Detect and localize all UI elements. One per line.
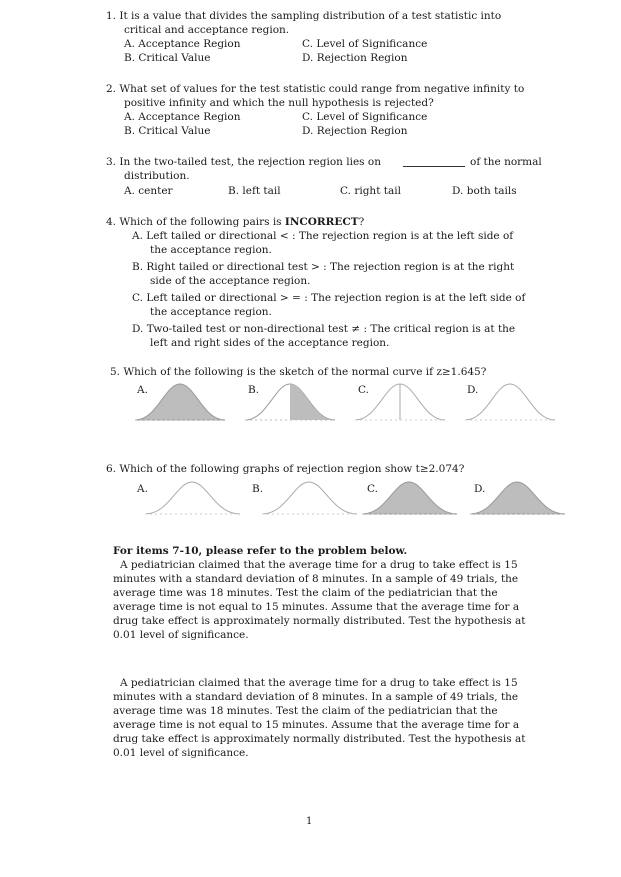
q2-option-c: C. Level of Significance (302, 111, 428, 123)
q3-option-d: D. both tails (452, 185, 517, 197)
q6-label-b: B. (252, 483, 264, 495)
q3-stem-part2: of the normal (470, 156, 542, 168)
q6-label-d: D. (474, 483, 486, 495)
items-heading: For items 7-10, please refer to the problem below. (113, 545, 408, 557)
q4-stem: 4. Which of the following pairs is INCORRECT? (106, 216, 365, 228)
q2-stem-line1: 2. What set of values for the test statistic could range from negative infinity to (106, 83, 525, 95)
q4-option-c-line1: C. Left tailed or directional > = : The rejection region is at the left side of (132, 292, 526, 304)
q1-option-a: A. Acceptance Region (124, 38, 241, 50)
q6-curve-b (262, 478, 357, 523)
q2-stem-line2: positive infinity and which the null hypothesis is rejected? (124, 97, 434, 109)
q3-option-c: C. right tail (340, 185, 401, 197)
problem1-line5: drug take effect is approximately normally distributed. Test the hypothesis at (113, 615, 526, 627)
q5-curve-a (135, 380, 225, 430)
q4-option-b-line1: B. Right tailed or directional test > : The rejection region is at the right (132, 261, 515, 273)
problem1-line6: 0.01 level of significance. (113, 629, 249, 641)
q3-option-b: B. left tail (228, 185, 281, 197)
q3-option-a: A. center (124, 185, 173, 197)
q5-label-c: C. (358, 384, 369, 396)
q5-label-a: A. (137, 384, 148, 396)
q2-option-a: A. Acceptance Region (124, 111, 241, 123)
problem2-line1: A pediatrician claimed that the average time for a drug to take effect is 15 (120, 677, 518, 689)
q6-curve-d (470, 478, 565, 523)
q5-curve-d (465, 380, 555, 430)
q3-stem-line2: distribution. (124, 170, 190, 182)
q5-curve-b (245, 380, 335, 430)
q5-label-b: B. (248, 384, 260, 396)
q3-blank-line (403, 166, 465, 167)
problem2-line5: drug take effect is approximately normally distributed. Test the hypothesis at (113, 733, 526, 745)
q1-option-d: D. Rejection Region (302, 52, 408, 64)
q2-option-b: B. Critical Value (124, 125, 211, 137)
q4-stem-emphasis: INCORRECT (284, 216, 359, 228)
problem2-line3: average time was 18 minutes. Test the claim of the pediatrician that the (113, 705, 498, 717)
q6-curve-c (362, 478, 457, 523)
q6-curve-a (145, 478, 240, 523)
problem2-line4: average time is not equal to 15 minutes. Assume that the average time for a (113, 719, 520, 731)
problem1-line3: average time was 18 minutes. Test the claim of the pediatrician that the (113, 587, 498, 599)
q5-curve-c (355, 380, 445, 430)
q4-option-d-line1: D. Two-tailed test or non-directional test ≠ : The critical region is at the (132, 323, 516, 335)
q4-option-c-line2: the acceptance region. (150, 306, 272, 318)
q1-option-b: B. Critical Value (124, 52, 211, 64)
problem2-line2: minutes with a standard deviation of 8 minutes. In a sample of 49 trials, the (113, 691, 519, 703)
q6-label-a: A. (137, 483, 148, 495)
problem1-line4: average time is not equal to 15 minutes. Assume that the average time for a (113, 601, 520, 613)
q4-option-b-line2: side of the acceptance region. (150, 275, 311, 287)
q4-option-d-line2: left and right sides of the acceptance region. (150, 337, 390, 349)
q4-option-a-line1: A. Left tailed or directional < : The rejection region is at the left side of (132, 230, 514, 242)
page-number: 1 (306, 816, 313, 827)
q6-stem: 6. Which of the following graphs of rejection region show t≥2.074? (106, 463, 465, 475)
problem2-line6: 0.01 level of significance. (113, 747, 249, 759)
q5-stem: 5. Which of the following is the sketch of the normal curve if z≥1.645? (110, 366, 487, 378)
problem1-line2: minutes with a standard deviation of 8 minutes. In a sample of 49 trials, the (113, 573, 519, 585)
q1-option-c: C. Level of Significance (302, 38, 428, 50)
q1-stem-line2: critical and acceptance region. (124, 24, 290, 36)
q5-label-d: D. (467, 384, 479, 396)
q6-label-c: C. (367, 483, 378, 495)
q1-stem-line1: 1. It is a value that divides the sampling distribution of a test statistic into (106, 10, 502, 22)
problem1-line1: A pediatrician claimed that the average time for a drug to take effect is 15 (120, 559, 518, 571)
q2-option-d: D. Rejection Region (302, 125, 408, 137)
q4-option-a-line2: the acceptance region. (150, 244, 272, 256)
q3-stem-part1: 3. In the two-tailed test, the rejection region lies on (106, 156, 381, 168)
